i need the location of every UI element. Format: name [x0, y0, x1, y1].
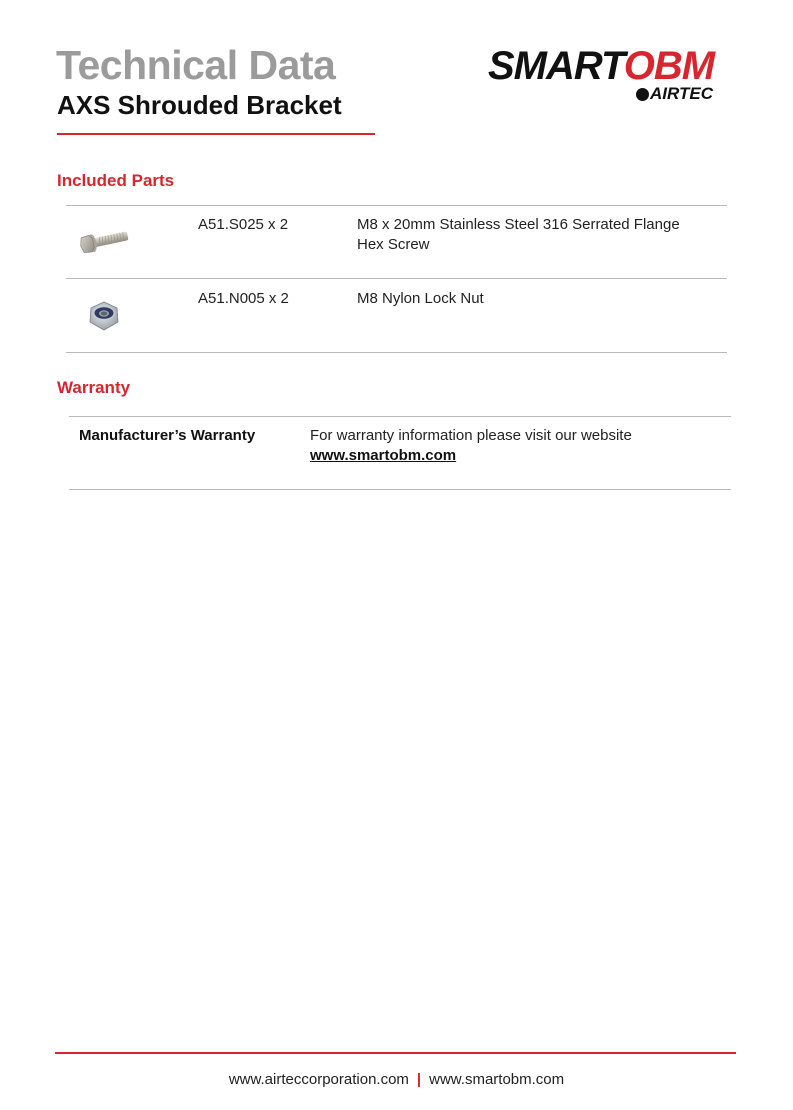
airtec-dot-icon — [636, 88, 649, 101]
warranty-top-rule — [69, 416, 731, 417]
part-description: M8 Nylon Lock Nut — [357, 290, 484, 307]
warranty-text: For warranty information please visit our website — [310, 427, 632, 444]
footer-airtec-link[interactable]: www.airteccorporation.com — [228, 1071, 409, 1088]
footer-separator: | — [416, 1071, 422, 1088]
logo-obm-text: OBM — [623, 44, 715, 88]
title-underline — [57, 133, 375, 135]
page-title: Technical Data — [56, 42, 336, 88]
logo-smart-text: SMART — [488, 44, 624, 88]
parts-row-rule — [66, 278, 727, 279]
warranty-label: Manufacturer’s Warranty — [79, 427, 256, 444]
part-description: M8 x 20mm Stainless Steel 316 Serrated Flange Hex Screw — [357, 216, 680, 253]
warranty-website-link[interactable]: www.smartobm.com — [310, 447, 457, 464]
parts-top-rule — [66, 205, 727, 206]
hex-screw-icon — [78, 226, 132, 259]
part-code: A51.S025 x 2 — [198, 216, 289, 233]
logo-wordmark — [488, 44, 714, 88]
footer-rule — [55, 1052, 736, 1054]
warranty-heading: Warranty — [57, 378, 131, 397]
logo-airtec — [636, 84, 713, 104]
footer — [0, 1071, 793, 1088]
footer-smartobm-link[interactable]: www.smartobm.com — [429, 1071, 565, 1088]
logo-airtec-text: AIRTEC — [650, 84, 713, 103]
parts-bottom-rule — [66, 352, 727, 353]
lock-nut-icon — [85, 298, 123, 339]
page-subtitle: AXS Shrouded Bracket — [57, 90, 342, 120]
warranty-bottom-rule — [69, 489, 731, 490]
smartobm-logo — [488, 44, 738, 106]
part-code: A51.N005 x 2 — [198, 290, 289, 307]
included-parts-heading: Included Parts — [57, 171, 175, 190]
